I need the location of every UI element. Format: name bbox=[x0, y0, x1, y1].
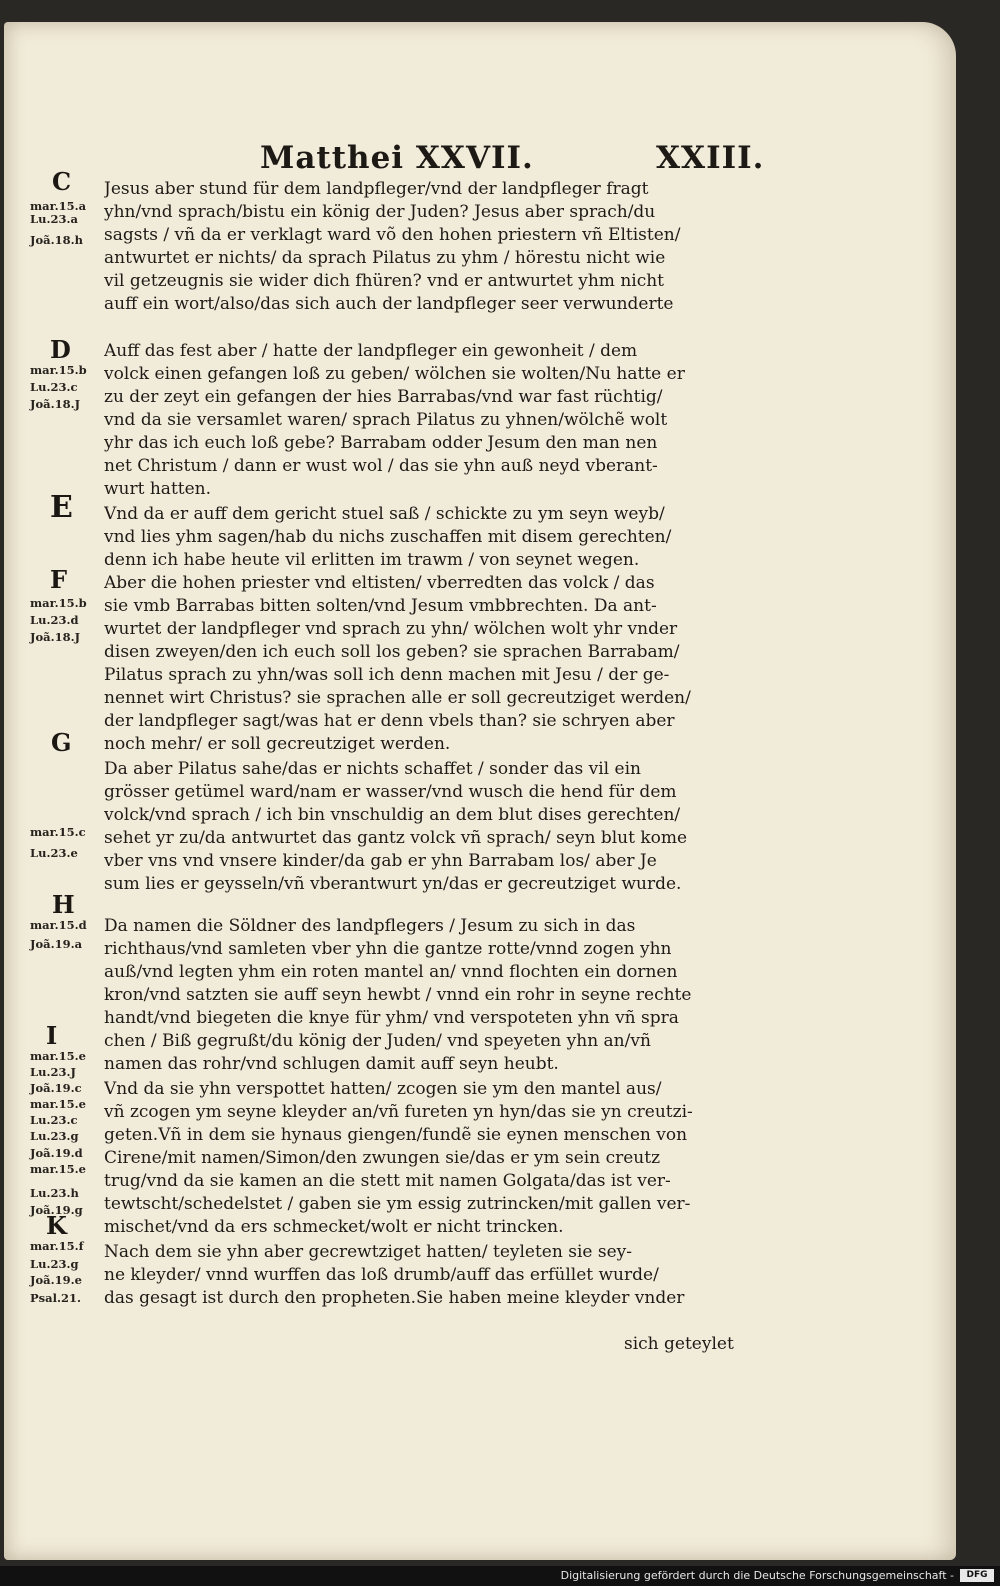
text-line: chen / Biß gegrußt/du könig der Juden/ vnd speyeten yhn an/vñ bbox=[104, 1031, 651, 1051]
text-line: nennet wirt Christus? sie sprachen alle er soll gecreutziget werden/ bbox=[104, 688, 691, 708]
text-line: sagsts / vñ da er verklagt ward võ den hohen priestern vñ Eltisten/ bbox=[104, 225, 681, 245]
page-header bbox=[4, 122, 956, 182]
marginal-reference: Lu.23.e bbox=[30, 846, 78, 860]
text-line: tewtscht/schedelstet / gaben sie ym essig zutrincken/mit gallen ver- bbox=[104, 1194, 691, 1214]
marginal-reference: Joã.19.c bbox=[30, 1081, 82, 1095]
marginal-reference: mar.15.d bbox=[30, 918, 87, 932]
marginal-reference: mar.15.f bbox=[30, 1239, 84, 1253]
text-line: ne kleyder/ vnnd wurffen das loß drumb/auff das erfüllet wurde/ bbox=[104, 1265, 659, 1285]
text-line: Jesus aber stund für dem landpfleger/vnd der landpfleger fragt bbox=[104, 179, 649, 199]
section-marker: K bbox=[46, 1211, 67, 1240]
marginal-reference: mar.15.e bbox=[30, 1049, 86, 1063]
text-line: vnd lies yhm sagen/hab du nichs zuschaffen mit disem gerechten/ bbox=[104, 527, 672, 547]
text-line: Cirene/mit namen/Simon/den zwungen sie/das er ym sein creutz bbox=[104, 1148, 661, 1168]
text-line: namen das rohr/vnd schlugen damit auff seyn heubt. bbox=[104, 1054, 559, 1074]
marginal-reference: Lu.23.c bbox=[30, 380, 78, 394]
folio-number: XXIII. bbox=[656, 140, 765, 176]
text-line: net Christum / dann er wust wol / das sie yhn auß neyd vberant- bbox=[104, 456, 658, 476]
footer-bar bbox=[0, 1566, 1000, 1586]
section-marker: H bbox=[52, 890, 75, 919]
marginal-reference: Lu.23.c bbox=[30, 1113, 78, 1127]
marginal-reference: Lu.23.g bbox=[30, 1129, 79, 1143]
dfg-logo: DFG bbox=[960, 1569, 994, 1582]
text-line: noch mehr/ er soll gecreutziget werden. bbox=[104, 734, 451, 754]
marginal-reference: Joã.19.e bbox=[30, 1273, 82, 1287]
text-line: sum lies er geysseln/vñ vberantwurt yn/das er gecreutziget wurde. bbox=[104, 874, 682, 894]
marginal-reference: Joã.19.d bbox=[30, 1146, 83, 1160]
text-line: Vnd da sie yhn verspottet hatten/ zcogen sie ym den mantel aus/ bbox=[104, 1079, 662, 1099]
text-line: sie vmb Barrabas bitten solten/vnd Jesum vmbbrechten. Da ant- bbox=[104, 596, 657, 616]
text-line: trug/vnd da sie kamen an die stett mit namen Golgata/das ist ver- bbox=[104, 1171, 671, 1191]
marginal-reference: Joã.19.g bbox=[30, 1203, 83, 1217]
marginal-reference: Joã.18.h bbox=[30, 233, 83, 247]
running-title: Matthei XXVII. bbox=[260, 140, 534, 176]
marginal-reference: Lu.23.g bbox=[30, 1257, 79, 1271]
text-line: der landpfleger sagt/was hat er denn vbels than? sie schryen aber bbox=[104, 711, 675, 731]
text-line: Da aber Pilatus sahe/das er nichts schaffet / sonder das vil ein bbox=[104, 759, 641, 779]
text-line: yhr das ich euch loß gebe? Barrabam odder Jesum den man nen bbox=[104, 433, 658, 453]
section-marker: D bbox=[50, 335, 71, 364]
marginal-reference: mar.15.e bbox=[30, 1162, 86, 1176]
marginal-reference: Joã.19.a bbox=[30, 937, 83, 951]
text-line: vber vns vnd vnsere kinder/da gab er yhn Barrabam los/ aber Je bbox=[104, 851, 657, 871]
footer-credit: Digitalisierung gefördert durch die Deutsche Forschungsgemeinschaft - bbox=[560, 1569, 954, 1582]
marginal-reference: mar.15.b bbox=[30, 596, 87, 610]
text-line: richthaus/vnd samleten vber yhn die gantze rotte/vnnd zogen yhn bbox=[104, 939, 672, 959]
text-line: vnd da sie versamlet waren/ sprach Pilatus zu yhnen/wölchẽ wolt bbox=[104, 410, 668, 430]
text-line: yhn/vnd sprach/bistu ein könig der Juden? Jesus aber sprach/du bbox=[104, 202, 656, 222]
text-line: denn ich habe heute vil erlitten im trawm / von seynet wegen. bbox=[104, 550, 640, 570]
text-line: Vnd da er auff dem gericht stuel saß / schickte zu ym seyn weyb/ bbox=[104, 504, 665, 524]
text-line: vil getzeugnis sie wider dich fhüren? vnd er antwurtet yhm nicht bbox=[104, 271, 665, 291]
text-line: sehet yr zu/da antwurtet das gantz volck vñ sprach/ seyn blut kome bbox=[104, 828, 688, 848]
marginal-reference: mar.15.b bbox=[30, 363, 87, 377]
text-line: zu der zeyt ein gefangen der hies Barrabas/vnd war fast rüchtig/ bbox=[104, 387, 663, 407]
marginal-reference: Lu.23.J bbox=[30, 1065, 76, 1079]
text-line: auff ein wort/also/das sich auch der landpfleger seer verwunderte bbox=[104, 294, 674, 314]
section-marker: E bbox=[50, 490, 73, 525]
text-line: vñ zcogen ym seyne kleyder an/vñ fureten yn hyn/das sie yn creutzi- bbox=[104, 1102, 693, 1122]
catchword: sich geteylet bbox=[624, 1334, 734, 1354]
text-line: disen zweyen/den ich euch soll los geben? sie sprachen Barrabam/ bbox=[104, 642, 680, 662]
text-line: Pilatus sprach zu yhn/was soll ich denn machen mit Jesu / der ge- bbox=[104, 665, 670, 685]
text-line: auß/vnd legten yhm ein roten mantel an/ vnnd flochten ein dornen bbox=[104, 962, 678, 982]
text-line: geten.Vñ in dem sie hynaus giengen/fundẽ sie eynen menschen von bbox=[104, 1125, 688, 1145]
text-line: kron/vnd satzten sie auff seyn hewbt / vnnd ein rohr in seyne rechte bbox=[104, 985, 692, 1005]
text-line: antwurtet er nichts/ da sprach Pilatus zu yhm / hörestu nicht wie bbox=[104, 248, 666, 268]
marginal-reference: mar.15.a bbox=[30, 199, 87, 213]
text-line: Da namen die Söldner des landpflegers / Jesum zu sich in das bbox=[104, 916, 636, 936]
text-line: Auff das fest aber / hatte der landpfleger ein gewonheit / dem bbox=[104, 341, 638, 361]
section-marker: G bbox=[51, 728, 72, 757]
marginal-reference: mar.15.e bbox=[30, 1097, 86, 1111]
text-line: handt/vnd biegeten die knye für yhm/ vnd verspoteten yhn vñ spra bbox=[104, 1008, 679, 1028]
marginal-reference: Lu.23.a bbox=[30, 212, 78, 226]
text-line: grösser getümel ward/nam er wasser/vnd wusch die hend für dem bbox=[104, 782, 677, 802]
marginal-reference: Joã.18.J bbox=[30, 630, 81, 644]
marginal-reference: mar.15.c bbox=[30, 825, 86, 839]
section-marker: I bbox=[46, 1021, 58, 1050]
section-marker: C bbox=[52, 167, 72, 196]
text-line: Nach dem sie yhn aber gecrewtziget hatten/ teyleten sie sey- bbox=[104, 1242, 632, 1262]
marginal-reference: Psal.21. bbox=[30, 1291, 81, 1305]
text-line: wurtet der landpfleger vnd sprach zu yhn/ wölchen wolt yhr vnder bbox=[104, 619, 678, 639]
marginal-reference: Joã.18.J bbox=[30, 397, 81, 411]
marginal-reference: Lu.23.h bbox=[30, 1186, 79, 1200]
text-line: wurt hatten. bbox=[104, 479, 212, 499]
marginal-reference: Lu.23.d bbox=[30, 613, 79, 627]
text-line: volck/vnd sprach / ich bin vnschuldig an dem blut dises gerechten/ bbox=[104, 805, 681, 825]
book-page bbox=[4, 22, 956, 1560]
text-line: das gesagt ist durch den propheten.Sie haben meine kleyder vnder bbox=[104, 1288, 685, 1308]
text-line: volck einen gefangen loß zu geben/ wölchen sie wolten/Nu hatte er bbox=[104, 364, 685, 384]
text-line: Aber die hohen priester vnd eltisten/ vberredten das volck / das bbox=[104, 573, 655, 593]
section-marker: F bbox=[50, 565, 68, 594]
text-line: mischet/vnd da ers schmecket/wolt er nicht trincken. bbox=[104, 1217, 564, 1237]
